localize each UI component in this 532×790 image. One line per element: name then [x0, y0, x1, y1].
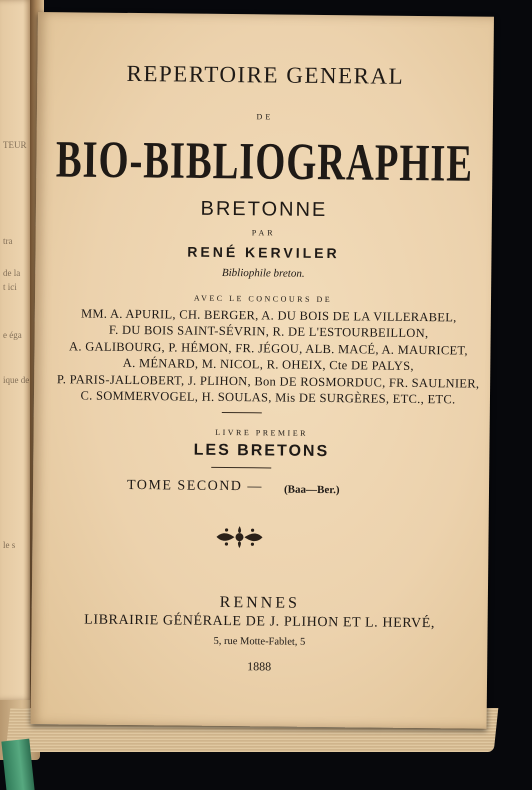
contributors-list [52, 305, 485, 408]
facing-page-edge [0, 0, 33, 700]
publication-year: 1888 [247, 659, 272, 674]
title-line-de: DE [256, 112, 274, 122]
facing-page-text: le s [3, 540, 16, 550]
par-label: PAR [251, 228, 276, 238]
volume-range: (Baa—Ber.) [283, 483, 340, 497]
facing-page-text: de la [3, 268, 21, 278]
publication-city: RENNES [219, 593, 301, 612]
fleuron-ornament-icon [214, 524, 264, 551]
volume-label: TOME SECOND — [126, 477, 264, 495]
concours-label: AVEC LE CONCOURS DE [193, 293, 333, 305]
subtitle: BRETONNE [200, 197, 328, 222]
title-line-1: REPERTOIRE GENERAL [126, 60, 405, 89]
facing-page-text: ique de [3, 375, 30, 385]
divider-rule [222, 412, 262, 413]
publisher-name: LIBRAIRIE GÉNÉRALE DE J. PLIHON ET L. HERVÉ, [84, 612, 436, 632]
contributors-line: P. PARIS-JALLOBERT, J. PLIHON, Bon DE ROSMORDUC, FR. SAULNIER, [56, 371, 480, 391]
facing-page-text: t ici [3, 282, 17, 292]
ribbon-bookmark [1, 739, 34, 790]
book-number-label: LIVRE PREMIER [215, 427, 309, 438]
contributors-line: F. DU BOIS SAINT-SÉVRIN, R. DE L'ESTOURBEILLON, [108, 323, 429, 341]
contributors-line: A. MÉNARD, M. NICOL, R. OHEIX, Cte DE PALYS, [122, 356, 414, 374]
author-role: Bibliophile breton. [221, 266, 305, 280]
section-title: LES BRETONS [193, 441, 330, 461]
divider-rule [211, 467, 271, 469]
contributors-line: MM. A. APURIL, CH. BERGER, A. DU BOIS DE LA VILLERABEL, [80, 306, 457, 325]
facing-page-text: tra [3, 236, 13, 246]
main-title: BIO-BIBLIOGRAPHIE [55, 131, 474, 194]
contributors-line: C. SOMMERVOGEL, H. SOULAS, Mis DE SURGÈRES, ETC., ETC. [80, 388, 456, 407]
facing-page-text: e éga [3, 330, 22, 340]
publisher-address: 5, rue Motte-Fablet, 5 [213, 635, 306, 648]
facing-page-text: TEUR [3, 140, 27, 150]
author-name: RENÉ KERVILER [187, 243, 340, 262]
contributors-line: A. GALIBOURG, P. HÉMON, FR. JÉGOU, ALB. MACÉ, A. MAURICET, [69, 339, 468, 358]
title-page [31, 12, 494, 729]
